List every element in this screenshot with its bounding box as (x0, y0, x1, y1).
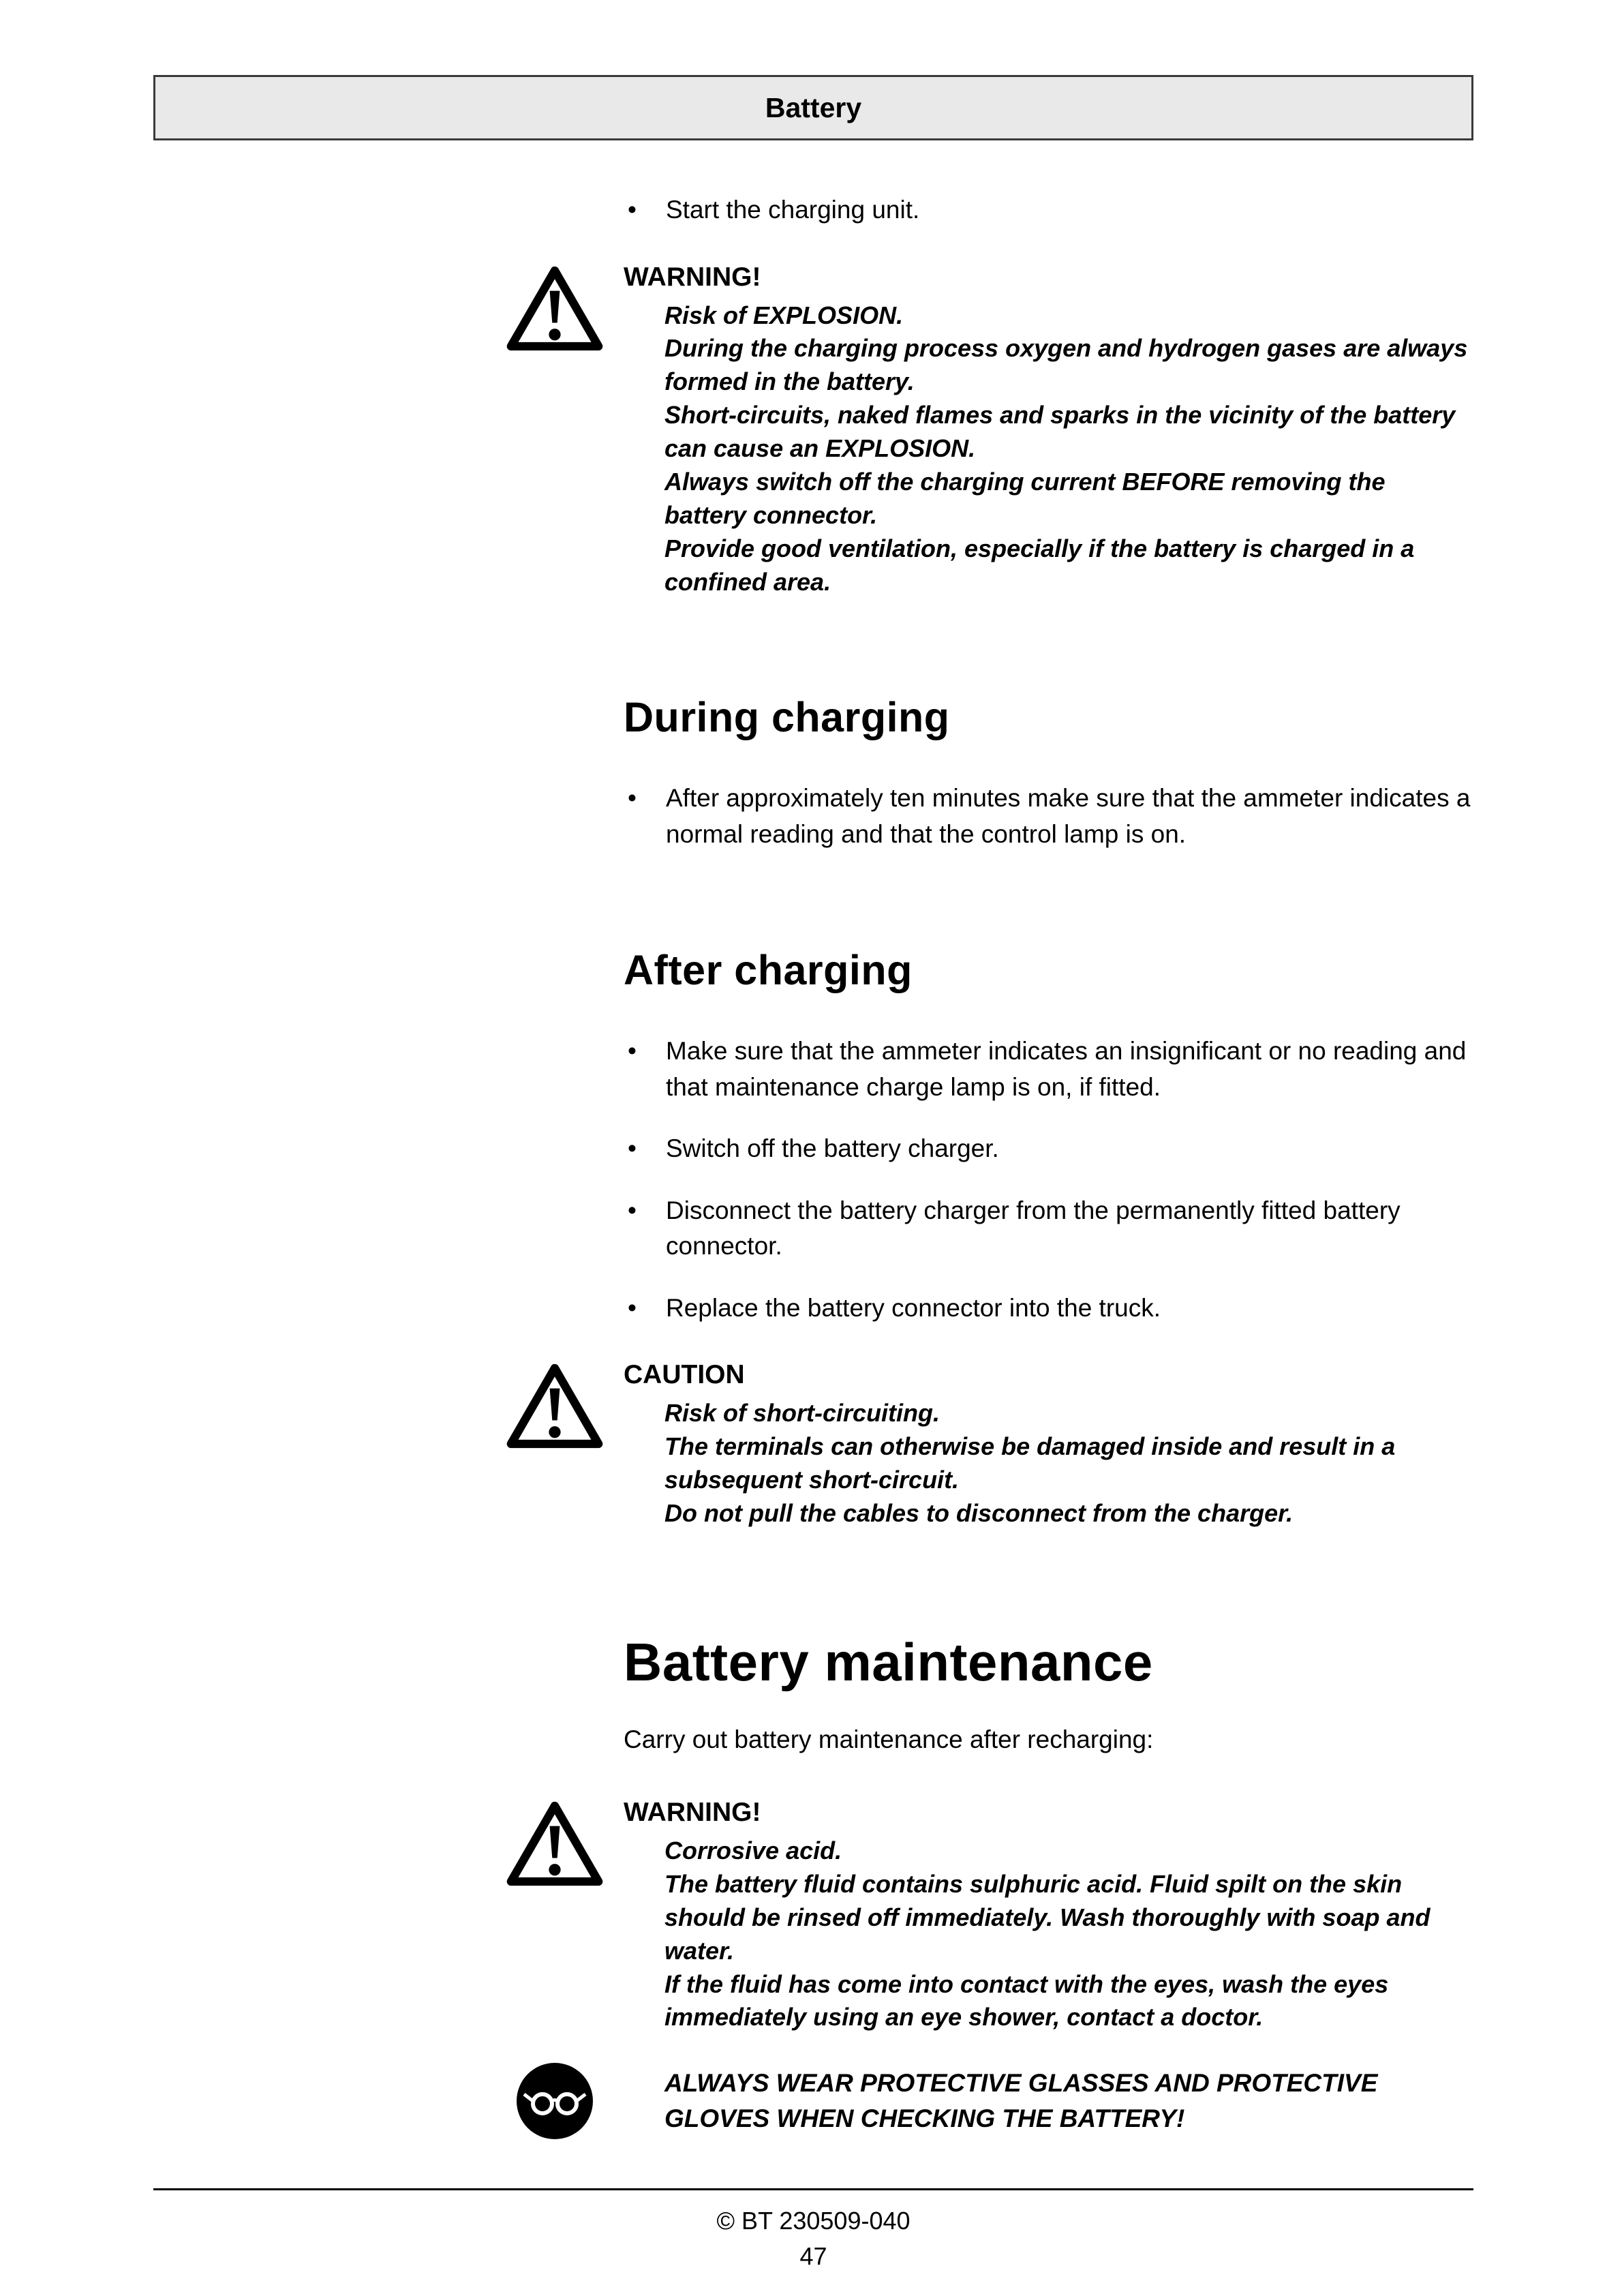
list-item: • Replace the battery connector into the truck. (624, 1290, 1472, 1327)
protective-glasses-icon (504, 2060, 606, 2142)
list-item: • Disconnect the battery charger from the permanently fitted battery connector. (624, 1193, 1472, 1265)
warning-line: Corrosive acid. (664, 1836, 842, 1864)
list-item: • Switch off the battery charger. (624, 1131, 1472, 1167)
section-title-battery-maintenance: Battery maintenance (624, 1632, 1153, 1693)
list-item: • Start the charging unit. (624, 192, 1472, 228)
caution-line: The terminals can otherwise be damaged inside and result in a subsequent short-circuit. (664, 1432, 1396, 1494)
caution-block (624, 1360, 1472, 1530)
warning-line: If the fluid has come into contact with the eyes, wash the eyes immediately using an eye shower, contact a doctor. (664, 1969, 1389, 2031)
page-footer (153, 2188, 1473, 2271)
warning-label: WARNING! (624, 1797, 761, 1827)
after-charging-list (624, 1033, 1472, 1326)
footer-page-number: 47 (799, 2242, 827, 2270)
warning-label: WARNING! (624, 262, 761, 292)
warning-block-explosion (624, 262, 1472, 600)
caution-label: CAUTION (624, 1360, 745, 1390)
warning-triangle-icon (504, 264, 606, 353)
warning-line: During the charging process oxygen and hydrogen gases are always formed in the battery. (664, 334, 1468, 396)
warning-line: Provide good ventilation, especially if the battery is charged in a confined area. (664, 534, 1415, 596)
caution-line: Do not pull the cables to disconnect from the charger. (664, 1499, 1294, 1528)
warning-text (664, 1834, 1472, 2035)
warning-triangle-icon (504, 1799, 606, 1888)
warning-block-acid (624, 1798, 1472, 2035)
ppe-note-block (624, 2066, 1472, 2136)
warning-text (664, 299, 1472, 600)
ppe-note-text: ALWAYS WEAR PROTECTIVE GLASSES AND PROTECTIVE GLOVES WHEN CHECKING THE BATTERY! (664, 2069, 1378, 2133)
intro-list (624, 192, 1472, 228)
footer-copyright: © BT 230509-040 (716, 2207, 911, 2235)
warning-line: The battery fluid contains sulphuric acid. Fluid spilt on the skin should be rinsed off immediately. Wash thoroughly with soap and water. (664, 1869, 1430, 1965)
caution-text (664, 1397, 1472, 1530)
list-item: • Make sure that the ammeter indicates an insignificant or no reading and that maintenance charge lamp is on, if fitted. (624, 1033, 1472, 1105)
section-title-after-charging: After charging (624, 947, 913, 994)
caution-triangle-icon (504, 1361, 606, 1451)
list-item: • After approximately ten minutes make sure that the ammeter indicates a normal reading and that the control lamp is on. (624, 781, 1472, 852)
caution-line: Risk of short-circuiting. (664, 1399, 940, 1428)
section-title-during-charging: During charging (624, 694, 950, 741)
page-header (153, 75, 1473, 140)
warning-line: Risk of EXPLOSION. (664, 301, 904, 329)
page-title: Battery (765, 91, 862, 123)
battery-maintenance-intro: Carry out battery maintenance after recharging: (624, 1725, 1154, 1754)
during-charging-list (624, 781, 1472, 852)
warning-line: Short-circuits, naked flames and sparks in the vicinity of the battery can cause an EXPLOSION. (664, 401, 1456, 463)
content-column (624, 192, 1472, 2136)
warning-line: Always switch off the charging current BEFORE removing the battery connector. (664, 468, 1386, 530)
